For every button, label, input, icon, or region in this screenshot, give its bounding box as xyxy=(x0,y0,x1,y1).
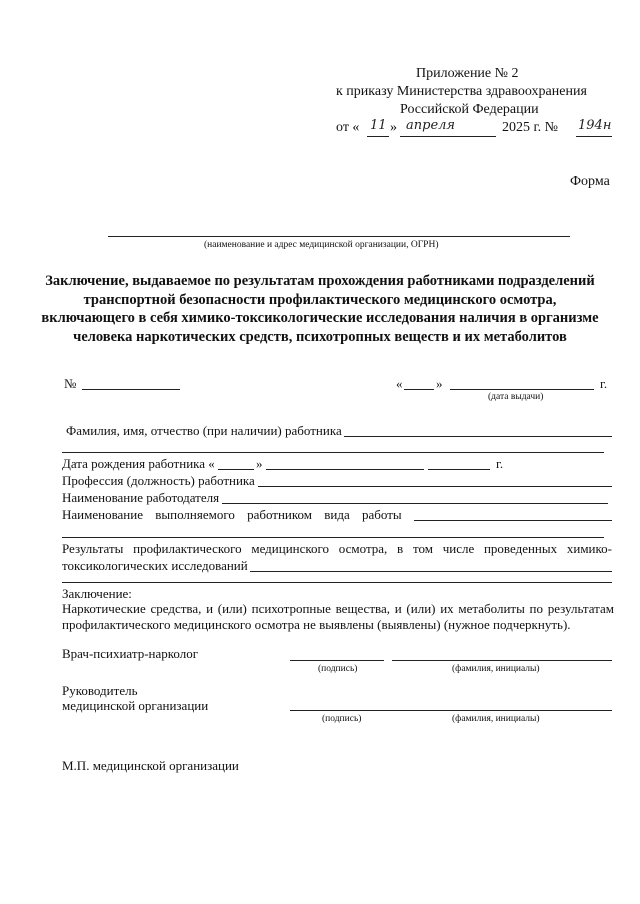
quote-close: » xyxy=(390,120,397,135)
head-label-1: Руководитель xyxy=(62,683,138,698)
employer-field[interactable] xyxy=(222,503,608,504)
org-line xyxy=(108,236,570,237)
number-label: № xyxy=(64,376,77,391)
order-date-from: от « xyxy=(336,120,360,135)
employer-label: Наименование работодателя xyxy=(62,490,220,505)
birth-label: Дата рождения работника « xyxy=(62,456,215,471)
birth-year-field[interactable] xyxy=(428,469,490,470)
profession-field[interactable] xyxy=(258,486,612,487)
date-caption: (дата выдачи) xyxy=(488,392,544,402)
date-close: » xyxy=(436,376,443,391)
results-label-1: Результаты профилактического медицинского осмотра, в том числе проведенных химико- xyxy=(62,541,612,556)
conclusion-text: Наркотические средства, и (или) психотропные вещества, и (или) их метаболиты по результатам профилактического медицинского осмотра не выявлены (выявлены) (нужное подчеркнуть). xyxy=(62,601,614,632)
sign-caption: (подпись) xyxy=(318,664,358,674)
org-caption: (наименование и адрес медицинской организации, ОГРН) xyxy=(204,240,439,250)
conclusion-label: Заключение: xyxy=(62,586,132,601)
document-title: Заключение, выдаваемое по результатам прохождения работниками подразделений транспортной безопасности профилактического медицинского осмотра, включающего в себя химико-токсикологические исследования наличия в организме человека наркотических средств, психотропных веществ и их метаболитов xyxy=(41,273,599,345)
profession-label: Профессия (должность) работника xyxy=(62,473,255,488)
appendix-number: Приложение № 2 xyxy=(416,66,519,81)
fio-field[interactable] xyxy=(344,436,612,437)
date-open: « xyxy=(396,376,403,391)
order-year: 2025 г. № xyxy=(502,120,559,135)
date-year: г. xyxy=(600,376,608,391)
order-month: апреля xyxy=(406,118,456,133)
name-caption: (фамилия, инициалы) xyxy=(452,714,540,724)
birth-month-field[interactable] xyxy=(266,469,424,470)
order-number: 194н xyxy=(578,118,612,133)
form-label: Форма xyxy=(570,174,610,189)
stamp-label: М.П. медицинской организации xyxy=(62,758,239,773)
order-day: 11 xyxy=(370,118,387,133)
doctor-label: Врач-психиатр-нарколог xyxy=(62,646,199,661)
order-line: к приказу Министерства здравоохранения xyxy=(336,84,587,99)
head-signature-field[interactable] xyxy=(290,710,612,711)
doctor-name-field[interactable] xyxy=(392,660,612,661)
results-label-2: токсикологических исследований xyxy=(62,558,248,573)
fio-label: Фамилия, имя, отчество (при наличии) работника xyxy=(66,423,342,438)
doctor-signature-field[interactable] xyxy=(290,660,384,661)
federation-line: Российской Федерации xyxy=(400,102,539,117)
head-label-2: медицинской организации xyxy=(62,698,209,713)
work-type-field[interactable] xyxy=(414,520,612,521)
results-field[interactable] xyxy=(250,571,612,572)
birth-year: г. xyxy=(496,456,504,471)
work-type-label: Наименование выполняемого работником вида работы xyxy=(62,507,402,522)
name-caption: (фамилия, инициалы) xyxy=(452,664,540,674)
birth-close: » xyxy=(256,456,263,471)
sign-caption: (подпись) xyxy=(322,714,362,724)
